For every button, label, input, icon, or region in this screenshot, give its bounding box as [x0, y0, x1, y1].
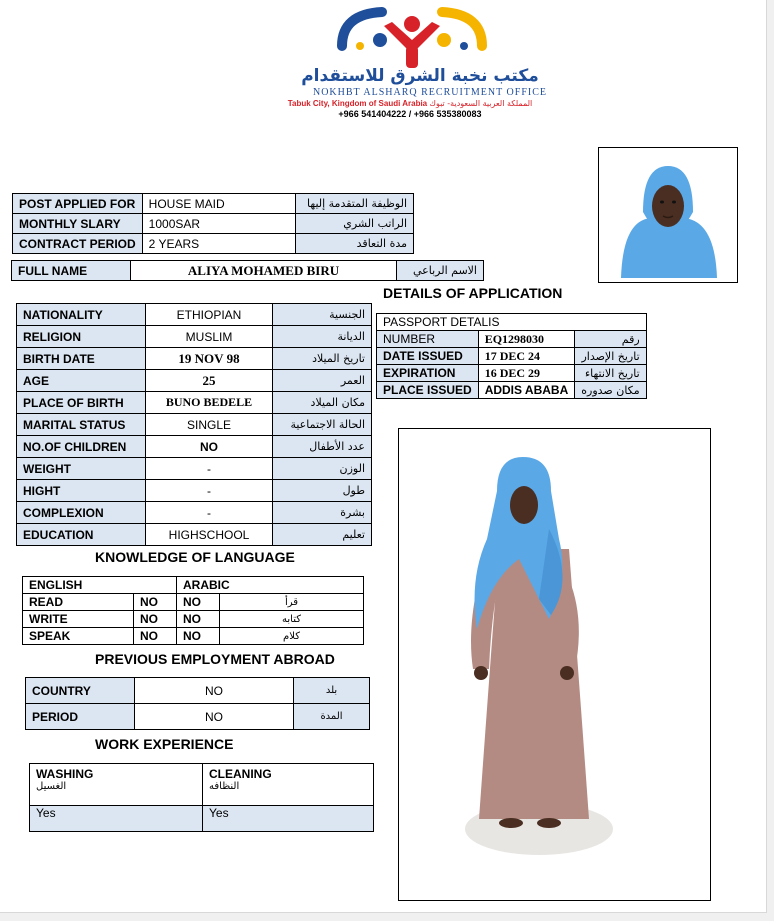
post-label-ar: الوظيفة المتقدمة إليها [295, 194, 413, 214]
work-value: Yes [203, 806, 374, 832]
personal-label: MARITAL STATUS [17, 414, 146, 436]
passport-row [377, 382, 647, 399]
language-english: NO [134, 611, 177, 628]
office-logo [250, 6, 570, 118]
passport-row [377, 365, 647, 382]
details-title: DETAILS OF APPLICATION [383, 285, 563, 301]
personal-label-ar: عدد الأطفال [273, 436, 372, 458]
work-value-row [30, 806, 374, 832]
address-ar: المملكة العربية السعودية- تبوك [429, 99, 533, 108]
address-en: Tabuk City, Kingdom of Saudi Arabia [287, 99, 428, 108]
employment-label: COUNTRY [26, 678, 135, 704]
office-name-en: NOKHBT ALSHARQ RECRUITMENT OFFICE [312, 87, 548, 98]
office-address [250, 99, 570, 108]
personal-label-ar: الديانة [273, 326, 372, 348]
language-row [23, 611, 364, 628]
language-label: SPEAK [23, 628, 134, 645]
passport-row [377, 331, 647, 348]
employment-value: NO [135, 704, 294, 730]
personal-row [17, 502, 372, 524]
language-label-ar: كلام [220, 628, 364, 645]
personal-row [17, 370, 372, 392]
language-arabic: NO [177, 594, 220, 611]
personal-label-ar: الحالة الاجتماعية [273, 414, 372, 436]
employment-title: PREVIOUS EMPLOYMENT ABROAD [95, 651, 335, 667]
passport-label: NUMBER [377, 331, 479, 348]
passport-value: 16 DEC 29 [478, 365, 575, 382]
passport-title: PASSPORT DETALIS [377, 314, 647, 331]
passport-value: 17 DEC 24 [478, 348, 575, 365]
passport-label-ar: رقم [575, 331, 646, 348]
passport-table [376, 313, 647, 399]
personal-label-ar: بشرة [273, 502, 372, 524]
personal-value: - [146, 458, 273, 480]
personal-label-ar: طول [273, 480, 372, 502]
work-col-washing [30, 764, 203, 806]
full-name-row [12, 261, 484, 281]
portrait-photo [598, 147, 738, 283]
personal-row [17, 392, 372, 414]
passport-title-row [377, 314, 647, 331]
passport-label: PLACE ISSUED [377, 382, 479, 399]
personal-row [17, 436, 372, 458]
passport-row [377, 348, 647, 365]
personal-label: EDUCATION [17, 524, 146, 546]
passport-label: EXPIRATION [377, 365, 479, 382]
language-arabic: NO [177, 611, 220, 628]
personal-value: 25 [146, 370, 273, 392]
language-header-row [23, 577, 364, 594]
language-label: READ [23, 594, 134, 611]
language-col-arabic: ARABIC [177, 577, 364, 594]
personal-value: 19 NOV 98 [146, 348, 273, 370]
work-value: Yes [30, 806, 203, 832]
employment-row [26, 678, 370, 704]
work-table [29, 763, 374, 832]
personal-label: PLACE OF BIRTH [17, 392, 146, 414]
language-row [23, 594, 364, 611]
personal-value: HIGHSCHOOL [146, 524, 273, 546]
post-label: MONTHLY SLARY [13, 214, 143, 234]
employment-row [26, 704, 370, 730]
work-title: WORK EXPERIENCE [95, 736, 234, 752]
work-col-label-ar: النظافه [209, 781, 240, 792]
personal-value: ETHIOPIAN [146, 304, 273, 326]
full-name-table [11, 260, 484, 281]
personal-label-ar: تاريخ الميلاد [273, 348, 372, 370]
full-name-label: FULL NAME [12, 261, 131, 281]
language-label: WRITE [23, 611, 134, 628]
passport-label-ar: تاريخ الإصدار [575, 348, 646, 365]
passport-label: DATE ISSUED [377, 348, 479, 365]
personal-label-ar: العمر [273, 370, 372, 392]
personal-label-ar: الوزن [273, 458, 372, 480]
personal-row [17, 480, 372, 502]
personal-label-ar: الجنسية [273, 304, 372, 326]
language-table [22, 576, 364, 645]
post-value: HOUSE MAID [142, 194, 295, 214]
personal-row [17, 348, 372, 370]
full-length-photo [398, 428, 711, 901]
full-name-label-ar: الاسم الرباعي [397, 261, 484, 281]
language-title: KNOWLEDGE OF LANGUAGE [95, 549, 295, 565]
personal-value: NO [146, 436, 273, 458]
personal-label: BIRTH DATE [17, 348, 146, 370]
personal-value: - [146, 502, 273, 524]
work-col-cleaning [203, 764, 374, 806]
language-row [23, 628, 364, 645]
employment-value: NO [135, 678, 294, 704]
post-value: 1000SAR [142, 214, 295, 234]
personal-label-ar: مكان الميلاد [273, 392, 372, 414]
post-row [13, 214, 414, 234]
post-row [13, 194, 414, 214]
work-header-row [30, 764, 374, 806]
post-value: 2 YEARS [142, 234, 295, 254]
language-label-ar: قرأ [220, 594, 364, 611]
personal-table [16, 303, 372, 546]
language-english: NO [134, 594, 177, 611]
personal-value: SINGLE [146, 414, 273, 436]
post-label: POST APPLIED FOR [13, 194, 143, 214]
personal-label: NO.OF CHILDREN [17, 436, 146, 458]
office-phones: +966 541404222 / +966 535380083 [338, 109, 482, 119]
personal-label: NATIONALITY [17, 304, 146, 326]
post-label-ar: الراتب الشري [295, 214, 413, 234]
personal-label-ar: تعليم [273, 524, 372, 546]
language-arabic: NO [177, 628, 220, 645]
passport-value: ADDIS ABABA [478, 382, 575, 399]
employment-label-ar: بلد [294, 678, 370, 704]
office-name-ar: مكتب نخبة الشرق للاستقدام [301, 66, 539, 86]
post-row [13, 234, 414, 254]
personal-value: - [146, 480, 273, 502]
work-col-label: WASHING [36, 767, 94, 781]
post-label: CONTRACT PERIOD [13, 234, 143, 254]
personal-label: COMPLEXION [17, 502, 146, 524]
personal-label: RELIGION [17, 326, 146, 348]
personal-row [17, 524, 372, 546]
personal-row [17, 458, 372, 480]
personal-value: MUSLIM [146, 326, 273, 348]
personal-label: WEIGHT [17, 458, 146, 480]
employment-label-ar: المدة [294, 704, 370, 730]
work-col-label-ar: الغسيل [36, 781, 67, 792]
full-name-value: ALIYA MOHAMED BIRU [131, 261, 397, 281]
language-label-ar: كتابه [220, 611, 364, 628]
personal-label: HIGHT [17, 480, 146, 502]
post-label-ar: مدة التعاقد [295, 234, 413, 254]
employment-table [25, 677, 370, 730]
post-table [12, 193, 414, 254]
passport-value: EQ1298030 [478, 331, 575, 348]
passport-label-ar: تاريخ الانتهاء [575, 365, 646, 382]
employment-label: PERIOD [26, 704, 135, 730]
language-col-english: ENGLISH [23, 577, 177, 594]
passport-label-ar: مكان صدوره [575, 382, 646, 399]
personal-row [17, 414, 372, 436]
personal-value: BUNO BEDELE [146, 392, 273, 414]
language-english: NO [134, 628, 177, 645]
personal-row [17, 304, 372, 326]
work-col-label: CLEANING [209, 767, 272, 781]
personal-label: AGE [17, 370, 146, 392]
personal-row [17, 326, 372, 348]
